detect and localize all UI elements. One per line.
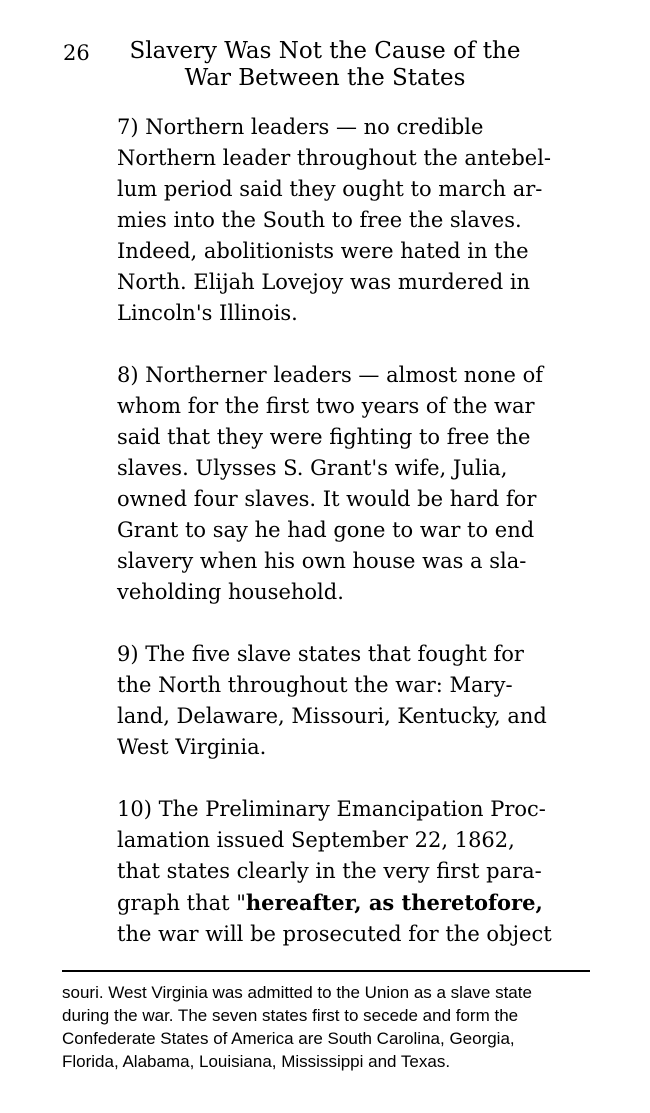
paragraph-10 (117, 794, 650, 950)
body-line: Grant to say he had gone to war to end (117, 518, 535, 542)
body-line: veholding household. (117, 580, 344, 604)
body-line-with-bold (117, 887, 650, 919)
body-line: Indeed, abolitionists were hated in the (117, 239, 529, 263)
body-line: 9) The five slave states that fought for (117, 642, 524, 666)
body-line: 7) Northern leaders — no credible (117, 115, 484, 139)
body-line: land, Delaware, Missouri, Kentucky, and (117, 704, 547, 728)
paragraph-7 (117, 112, 650, 329)
paragraph-9 (117, 639, 650, 763)
body-line: 8) Northerner leaders — almost none of (117, 363, 543, 387)
running-title (0, 0, 650, 92)
body-line: lum period said they ought to march ar- (117, 177, 543, 201)
body-line: Lincoln's Illinois. (117, 301, 298, 325)
body-line: owned four slaves. It would be hard for (117, 487, 537, 511)
body-line: slaves. Ulysses S. Grant's wife, Julia, (117, 456, 508, 480)
footnote-divider (62, 970, 590, 972)
footnote (62, 981, 602, 1073)
body-line: North. Elijah Lovejoy was murdered in (117, 270, 531, 294)
footnote-line: Florida, Alabama, Louisiana, Mississippi and Texas. (62, 1052, 451, 1071)
body-line: Northern leader throughout the antebel- (117, 146, 552, 170)
body-line: said that they were fighting to free the (117, 425, 531, 449)
body-line: mies into the South to free the slaves. (117, 208, 522, 232)
running-title-line-2: War Between the States (184, 65, 466, 91)
body-line: the North throughout the war: Mary- (117, 673, 513, 697)
body-line: slavery when his own house was a sla- (117, 549, 527, 573)
footnote-line: during the war. The seven states first to secede and form the (62, 1006, 519, 1025)
body-line: that states clearly in the very first para- (117, 859, 542, 883)
paragraph-8 (117, 360, 650, 608)
page-number: 26 (63, 41, 90, 65)
body-line: the war will be prosecuted for the object (117, 922, 552, 946)
footnote-line: Confederate States of America are South Carolina, Georgia, (62, 1029, 515, 1048)
bold-quote-segment: hereafter, as theretofore, (245, 890, 543, 915)
footnote-line: souri. West Virginia was admitted to the Union as a slave state (62, 983, 532, 1002)
running-title-line-1: Slavery Was Not the Cause of the (129, 38, 521, 64)
body-line: lamation issued September 22, 1862, (117, 828, 515, 852)
body-line: whom for the first two years of the war (117, 394, 535, 418)
body-text (117, 112, 650, 950)
body-line: West Virginia. (117, 735, 267, 759)
body-line: 10) The Preliminary Emancipation Proc- (117, 797, 546, 821)
body-line-segment: graph that " (117, 891, 246, 915)
